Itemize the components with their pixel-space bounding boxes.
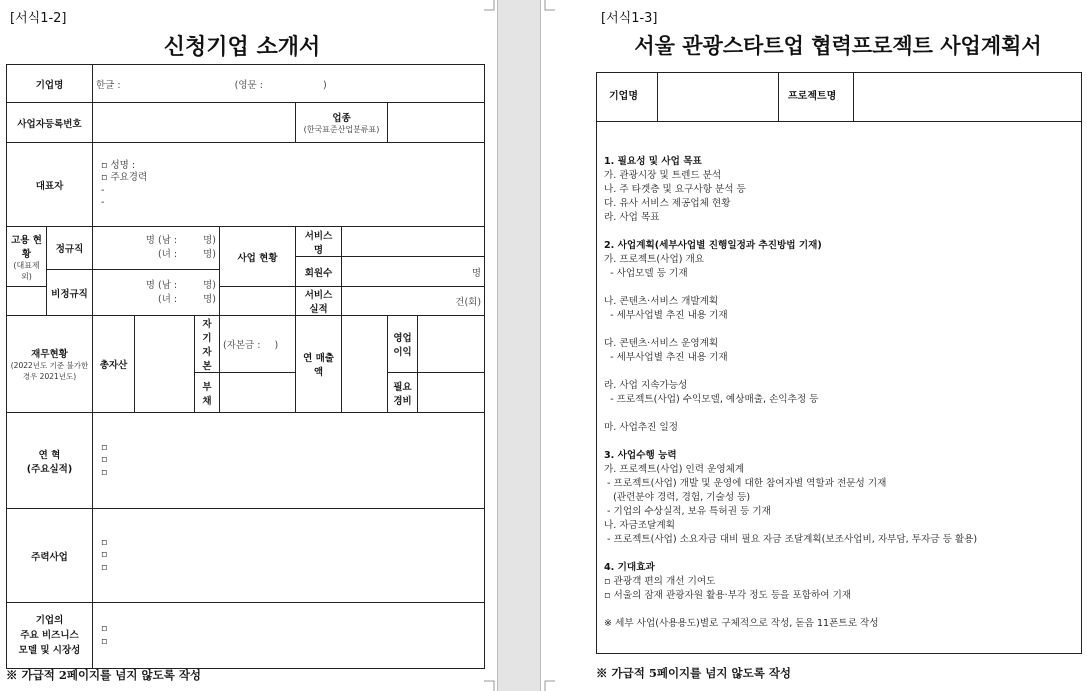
business-reg-field[interactable]: [93, 103, 296, 143]
company-name-field[interactable]: [93, 65, 485, 103]
page-title: 서울 관광스타트업 협력프로젝트 사업계획서: [634, 34, 1042, 58]
plan-line: 라. 사업 목표: [604, 212, 660, 223]
plan-section-heading: 3. 사업수행 능력: [604, 450, 677, 461]
history-bullet: ▫: [101, 466, 108, 478]
plan-line: (관련분야 경력, 경험, 기술성 등): [604, 492, 751, 503]
plan-line: 가. 프로젝트(사업) 인력 운영체계: [604, 464, 745, 475]
capital-label: (자본금 :: [223, 340, 261, 351]
irregular-count-field[interactable]: [93, 270, 220, 316]
industry-sub-label: (한국표준산업분류표): [303, 125, 380, 134]
page-gap: [497, 0, 541, 691]
plan-spacer: [604, 365, 1074, 379]
employment-label-cell: [7, 227, 47, 287]
plan-body: [604, 155, 1074, 631]
business-plan-box: [596, 72, 1082, 654]
biz-model-label: 모델 및 시장성: [18, 645, 81, 656]
company-name-label: 기업명: [609, 91, 638, 102]
irregular-label: 비정규직: [47, 270, 93, 316]
plan-section-heading: 4. 기대효과: [604, 562, 655, 573]
plan-line: 가. 관광시장 및 트렌드 분석: [604, 170, 722, 181]
count-unit: 명): [203, 235, 216, 246]
finance-label: 재무현황: [31, 349, 68, 360]
female-count-label: (녀 :: [158, 293, 178, 305]
page-corner-mark: [543, 679, 555, 691]
main-biz-label: 주력사업: [7, 509, 93, 603]
page-corner-mark: [543, 0, 555, 12]
history-label: 연 혁: [38, 449, 61, 461]
ceo-label: 대표자: [7, 143, 93, 227]
ceo-line: ▫ 주요경력: [101, 172, 148, 183]
finance-label-cell: [7, 316, 93, 413]
plan-spacer: [604, 603, 1074, 617]
english-name-label: (영문 :: [234, 79, 263, 91]
members-label: 회원수: [296, 257, 342, 287]
regular-label: 정규직: [47, 227, 93, 270]
plan-line: - 세부사업별 추진 내용 기재: [604, 352, 728, 363]
plan-line: - 세부사업별 추진 내용 기재: [604, 310, 728, 321]
history-sub-label: (주요실적): [26, 463, 73, 475]
biz-model-label-cell: [7, 603, 93, 669]
project-name-field[interactable]: [854, 73, 1080, 121]
project-name-label: 프로젝트명: [788, 91, 837, 102]
req-cost-label: 필요 경비: [388, 373, 418, 413]
employment-spacer: [7, 287, 47, 316]
plan-spacer: [604, 547, 1074, 561]
plan-line: 나. 콘텐츠·서비스 개발계획: [604, 296, 719, 307]
main-biz-bullet: ▫: [101, 561, 108, 573]
regular-count-field[interactable]: [93, 227, 220, 270]
equity-field[interactable]: [220, 316, 296, 373]
ceo-line: -: [101, 197, 105, 208]
english-name-close: ): [322, 79, 327, 91]
equity-label: 자기 자본: [195, 316, 220, 373]
company-name-field[interactable]: [658, 73, 778, 121]
plan-line: 나. 주 타겟층 및 요구사항 분석 등: [604, 184, 746, 195]
plan-section-heading: 1. 필요성 및 사업 목표: [604, 156, 702, 167]
plan-line: - 프로젝트(사업) 수익모델, 예상매출, 손익추정 등: [604, 394, 819, 405]
history-label-cell: [7, 413, 93, 509]
plan-line: 가. 프로젝트(사업) 개요: [604, 254, 705, 265]
history-bullet: ▫: [101, 441, 108, 453]
plan-line: ※ 세부 사업(사용용도)별로 구체적으로 작성, 돋음 11폰트로 작성: [604, 618, 879, 629]
industry-label-cell: [296, 103, 388, 143]
page-note: ※ 가급적 2페이지를 넘지 않도록 작성: [6, 668, 202, 682]
plan-line: - 프로젝트(사업) 소요자금 대비 필요 자금 조달계획(보조사업비, 자부담, 투자금 등 활용): [604, 534, 978, 545]
op-profit-field[interactable]: [418, 316, 485, 373]
company-name-label: 기업명: [7, 65, 93, 103]
plan-header-row: [597, 73, 1081, 122]
main-biz-bullet: ▫: [101, 549, 108, 561]
employment-label: 고용 현황: [11, 234, 42, 260]
plan-spacer: [604, 323, 1074, 337]
main-biz-bullet: ▫: [101, 536, 108, 548]
company-intro-table: [6, 64, 485, 669]
plan-spacer: [604, 281, 1074, 295]
employment-sub-label: (대표제외): [13, 260, 40, 281]
plan-line: ▫ 서울의 잠재 관광자원 활용·부각 정도 등을 포함하여 기재: [604, 590, 852, 601]
male-count-label: 명 (남 :: [145, 279, 178, 291]
form-tag: [서식1-2]: [10, 11, 67, 26]
debt-label: 부채: [195, 373, 220, 413]
page-title: 신청기업 소개서: [163, 35, 321, 60]
count-unit: 명): [203, 249, 216, 260]
plan-spacer: [604, 225, 1074, 239]
industry-field[interactable]: [388, 103, 485, 143]
plan-section-heading: 2. 사업계획(세부사업별 진행일정과 추진방법 기재): [604, 240, 822, 251]
total-assets-label: 총자산: [93, 316, 135, 413]
ceo-field[interactable]: [93, 143, 485, 227]
female-count-label: (녀 :: [158, 249, 178, 260]
plan-line: ▫ 관광객 편의 개선 기여도: [604, 576, 716, 587]
page-corner-mark: [484, 0, 496, 12]
count-unit: 명): [203, 279, 216, 291]
industry-label: 업종: [332, 113, 351, 124]
form-tag: [서식1-3]: [601, 11, 658, 26]
page-corner-mark: [484, 679, 496, 691]
service-name-field[interactable]: [342, 227, 485, 257]
biz-model-label: 주요 비즈니스: [20, 630, 79, 641]
biz-model-field[interactable]: [93, 603, 485, 669]
capital-close: ): [274, 340, 279, 351]
revenue-field[interactable]: [342, 316, 388, 413]
document-page-1: [0, 0, 497, 691]
divider: [778, 73, 779, 121]
total-assets-field[interactable]: [135, 316, 195, 413]
ceo-line: ▫ 성명 :: [101, 159, 136, 171]
history-bullet: ▫: [101, 454, 108, 466]
revenue-label: 연 매출액: [296, 316, 342, 413]
ceo-line: -: [101, 184, 105, 196]
debt-field[interactable]: [220, 373, 296, 413]
plan-spacer: [604, 435, 1074, 449]
req-cost-field[interactable]: [418, 373, 485, 413]
biz-model-bullet: ▫: [101, 623, 108, 634]
biz-model-label: 기업의: [35, 615, 64, 626]
korean-name-label: 한글 :: [96, 79, 121, 91]
plan-line: - 프로젝트(사업) 개발 및 운영에 대한 참여자별 역할과 전문성 기재: [604, 478, 887, 489]
plan-line: 다. 유사 서비스 제공업체 현황: [604, 198, 731, 209]
biz-status-spacer: [220, 287, 296, 316]
history-field[interactable]: [93, 413, 485, 509]
page-note: ※ 가급적 5페이지를 넘지 않도록 작성: [596, 666, 792, 680]
plan-spacer: [604, 407, 1074, 421]
plan-line: 나. 자금조달계획: [604, 520, 675, 531]
business-reg-label: 사업자등록번호: [7, 103, 93, 143]
biz-status-label: 사업 현황: [220, 227, 296, 287]
plan-line: - 기업의 수상실적, 보유 특허권 등 기재: [604, 506, 771, 517]
service-perf-field[interactable]: 건(회): [342, 287, 485, 316]
count-unit: 명): [203, 293, 216, 305]
main-biz-field[interactable]: [93, 509, 485, 603]
plan-line: 다. 콘텐츠·서비스 운영계획: [604, 338, 719, 349]
finance-sub-label: (2022년도 기준 불가한 경우 2021년도): [10, 361, 89, 381]
service-name-label: 서비스 명: [296, 227, 342, 257]
biz-model-bullet: ▫: [101, 635, 108, 647]
service-perf-label: 서비스 실적: [296, 287, 342, 316]
plan-line: 마. 사업추진 일정: [604, 422, 679, 433]
op-profit-label: 영업 이익: [388, 316, 418, 373]
plan-line: - 사업모델 등 기재: [604, 268, 688, 279]
plan-line: 라. 사업 지속가능성: [604, 380, 688, 391]
members-field[interactable]: 명: [342, 257, 485, 287]
male-count-label: 명 (남 :: [145, 235, 178, 246]
